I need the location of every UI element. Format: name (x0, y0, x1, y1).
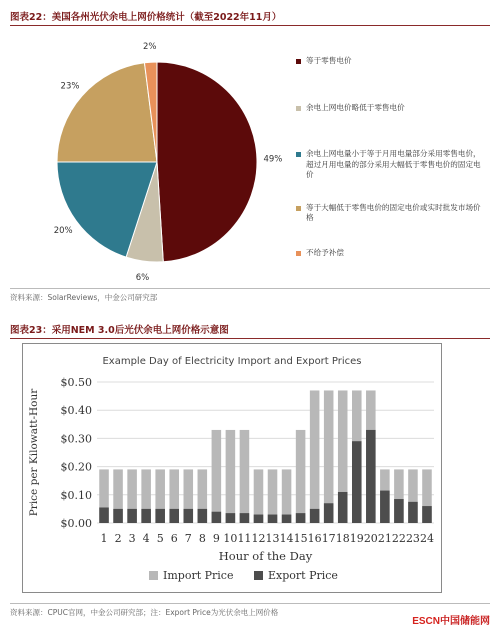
x-tick-label: 13 (265, 532, 280, 545)
x-tick-label: 18 (335, 532, 350, 545)
export-price-bar (282, 515, 292, 523)
legend-swatch (296, 59, 301, 64)
x-tick-label: 6 (170, 532, 178, 545)
figure1-source: 资料来源：SolarReviews，中金公司研究部 (10, 293, 158, 302)
export-price-bar (254, 515, 264, 523)
legend-swatch (296, 206, 301, 211)
export-price-bar (212, 512, 222, 523)
export-price-bar (240, 513, 250, 523)
x-tick-label: 21 (377, 532, 392, 545)
chart-title: Example Day of Electricity Import and Export Prices (102, 356, 362, 367)
x-tick-label: 15 (293, 532, 308, 545)
figure1-bottom-rule (10, 288, 490, 289)
export-price-bar (113, 509, 123, 523)
pie-data-label: 49% (263, 154, 283, 165)
y-tick-label: $0.00 (60, 517, 92, 530)
pie-legend-item (296, 103, 486, 114)
y-tick-label: $0.30 (60, 432, 92, 446)
x-tick-label: 24 (419, 532, 434, 545)
pie-data-label: 6% (135, 273, 150, 284)
export-price-bar (155, 509, 165, 523)
legend-swatch (254, 571, 263, 580)
x-tick-label: 12 (251, 532, 266, 545)
export-price-bar (310, 509, 320, 523)
figure2-title-rule (10, 338, 490, 339)
legend-label: 余电上网电价略低于零售电价 (306, 102, 405, 112)
pie-data-label: 2% (142, 42, 157, 53)
legend-label: 余电上网电量小于等于月用电量部分采用零售电价，超过月用电量的部分采用大幅低于零售电价的固定电价 (306, 149, 481, 179)
legend-label: 不给予补偿 (306, 247, 344, 257)
figure2-source: 资料来源：CPUC官网，中金公司研究部；注：Export Price为光伏余电上网价格 (10, 608, 279, 617)
x-tick-label: 19 (349, 532, 364, 545)
x-tick-label: 14 (279, 532, 294, 545)
pie-slice (57, 63, 157, 162)
pie-legend-item (296, 149, 486, 181)
legend-label: Import Price (163, 569, 234, 582)
figure2-title: 图表23：采用NEM 3.0后光伏余电上网价格示意图 (10, 325, 229, 336)
x-tick-label: 5 (156, 532, 164, 545)
x-tick-label: 16 (307, 532, 322, 545)
x-tick-label: 11 (237, 532, 252, 545)
pie-legend-item (296, 56, 486, 67)
import-price-bar (212, 430, 222, 523)
x-tick-label: 22 (391, 532, 406, 545)
export-price-bar (380, 491, 390, 523)
export-price-bar (296, 513, 306, 523)
x-tick-label: 4 (142, 532, 150, 545)
legend-label: 等于零售电价 (306, 56, 352, 65)
pie-legend-item (296, 248, 486, 259)
export-price-bar (338, 492, 348, 523)
escn-watermark-logo (412, 612, 490, 627)
bar-chart (22, 343, 442, 593)
export-price-bar (394, 499, 404, 523)
import-price-bar (324, 390, 334, 523)
export-price-bar (198, 509, 208, 523)
legend-swatch (296, 106, 301, 111)
pie-data-label: 23% (60, 81, 80, 92)
pie-legend-item (296, 203, 486, 224)
export-price-bar (169, 509, 179, 523)
export-price-bar (422, 506, 432, 523)
import-price-bar (240, 430, 250, 523)
import-price-bar (310, 390, 320, 523)
x-tick-label: 9 (212, 532, 220, 545)
x-tick-label: 3 (128, 532, 136, 545)
y-tick-label: $0.40 (60, 404, 92, 418)
x-tick-label: 7 (184, 532, 192, 545)
export-price-bar (352, 441, 362, 523)
x-tick-label: 20 (363, 532, 378, 545)
legend-label: Export Price (268, 569, 338, 582)
export-price-bar (408, 502, 418, 523)
legend-swatch (296, 251, 301, 256)
legend-swatch (296, 152, 301, 157)
export-price-bar (268, 515, 278, 523)
import-price-bar (226, 430, 236, 523)
x-tick-label: 23 (405, 532, 420, 545)
x-axis-label: Hour of the Day (218, 549, 313, 563)
pie-chart (0, 30, 290, 292)
export-price-bar (141, 509, 151, 523)
y-tick-label: $0.20 (60, 460, 92, 474)
x-tick-label: 8 (198, 532, 206, 545)
figure1-title-rule (10, 25, 490, 26)
watermark-part1: ESCN (412, 616, 440, 627)
figure1-title: 图表22：美国各州光伏余电上网价格统计（截至2022年11月） (10, 12, 282, 23)
x-tick-label: 1 (100, 532, 108, 545)
figure2-bottom-rule (10, 603, 490, 604)
y-axis-label: Price per Kilowatt-Hour (28, 388, 40, 517)
export-price-bar (366, 430, 376, 523)
export-price-bar (99, 507, 109, 523)
x-tick-label: 17 (321, 532, 336, 545)
export-price-bar (183, 509, 193, 523)
export-price-bar (324, 503, 334, 523)
x-tick-label: 10 (223, 532, 238, 545)
export-price-bar (127, 509, 137, 523)
legend-label: 等于大幅低于零售电价的固定电价或实时批发市场价格 (306, 202, 481, 222)
pie-legend (296, 56, 486, 258)
import-price-bar (296, 430, 306, 523)
y-tick-label: $0.10 (60, 488, 92, 502)
legend-swatch (149, 571, 158, 580)
y-tick-label: $0.50 (60, 376, 92, 389)
export-price-bar (226, 513, 236, 523)
pie-data-label: 20% (53, 226, 73, 237)
x-tick-label: 2 (114, 532, 122, 545)
pie-slice (157, 62, 257, 262)
watermark-part2: 中国储能网 (440, 616, 490, 627)
